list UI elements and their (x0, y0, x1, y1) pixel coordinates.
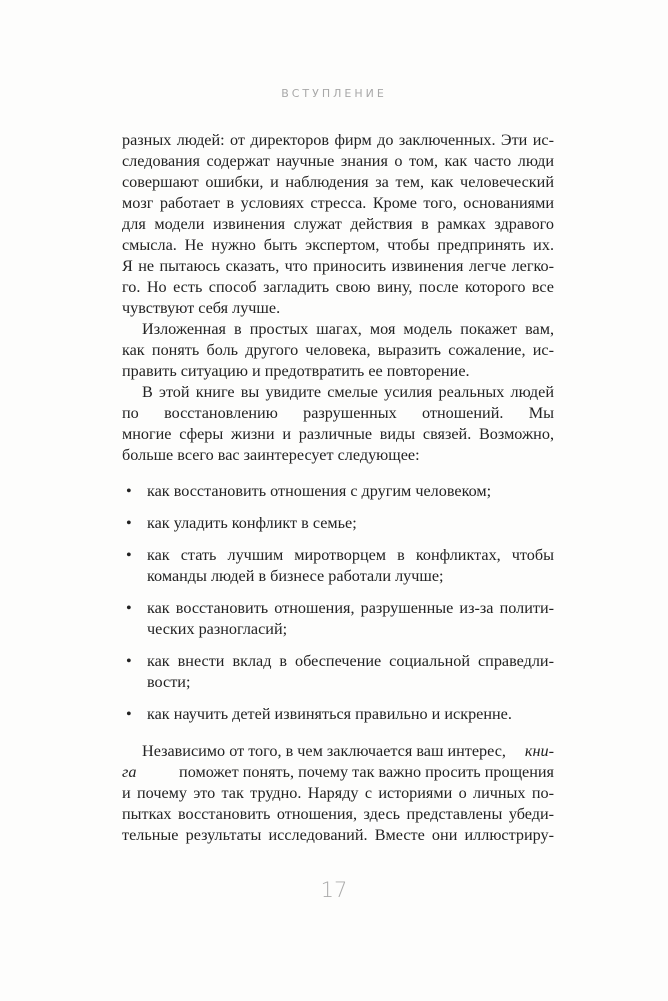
list-item (122, 704, 554, 725)
text-line: править ситуацию и предотвратить ее повторение. (122, 362, 470, 380)
list-item (122, 545, 554, 587)
text-line (122, 741, 554, 762)
text-line: вости; (147, 673, 191, 691)
text-segment: Независимо от того, в чем заключается ваш интерес, (142, 742, 506, 760)
text-line: разных людей: от директоров фирм до заключенных. Эти ис- (122, 131, 554, 149)
text-line: следования содержат научные знания о том, как часто люди (122, 152, 554, 170)
text-line: и почему это так трудно. Наряду с историями о личных по- (122, 784, 554, 802)
text-line: смысла. Не нужно быть экспертом, чтобы предпринять их. (122, 236, 554, 254)
text-line: как восстановить отношения, разрушенные из-за полити- (147, 599, 554, 617)
text-line: как уладить конфликт в семье; (147, 514, 357, 532)
bullet-icon: • (126, 652, 132, 670)
list-item (122, 481, 554, 502)
text-line: совершают ошибки, и наблюдения за тем, как человеческий (122, 173, 554, 191)
list-item (122, 513, 554, 534)
text-line: как понять боль другого человека, выразить сожаление, ис- (122, 341, 554, 359)
list-item (122, 598, 554, 640)
paragraph (122, 130, 554, 319)
bullet-icon: • (126, 705, 132, 723)
text-line (122, 762, 554, 783)
bullet-icon: • (126, 514, 132, 532)
page-number: 17 (320, 878, 348, 902)
text-line: мозг работает в условиях стресса. Кроме того, основаниями (122, 194, 554, 212)
body-text (122, 130, 554, 846)
italic-text: кни- (524, 742, 554, 760)
text-line: Изложенная в простых шагах, моя модель покажет вам, (142, 320, 554, 338)
text-line: как восстановить отношения с другим человеком; (147, 482, 492, 500)
paragraph (122, 741, 554, 846)
italic-text: га (122, 763, 137, 781)
bullet-list (122, 481, 554, 725)
bullet-icon: • (126, 599, 132, 617)
text-line: как внести вклад в обеспечение социальной справедли- (147, 652, 554, 670)
text-line: команды людей в бизнесе работали лучше; (147, 567, 444, 585)
text-line: Я не пытаюсь сказать, что приносить извинения легче легко- (122, 257, 554, 275)
text-line: тельные результаты исследований. Вместе они иллюстриру- (122, 826, 554, 844)
paragraph (122, 382, 554, 466)
bullet-icon: • (126, 546, 132, 564)
text-line: чувствуют себя лучше. (122, 299, 281, 317)
text-line: больше всего вас заинтересует следующее: (122, 446, 420, 464)
text-line: как стать лучшим миротворцем в конфликтах, чтобы (147, 546, 554, 564)
text-line: В этой книге вы увидите смелые усилия реальных людей (142, 383, 554, 401)
bullet-icon: • (126, 482, 132, 500)
text-line: по восстановлению разрушенных отношений. Мы (122, 404, 554, 422)
running-header: ВСТУПЛЕНИЕ (281, 87, 387, 100)
text-segment: поможет понять, почему так важно просить прощения (179, 763, 554, 781)
text-line: ческих разногласий; (147, 620, 288, 638)
text-line: для модели извинения служат действия в рамках здравого (122, 215, 554, 233)
paragraph (122, 319, 554, 382)
text-line: пытках восстановить отношения, здесь представлены убеди- (122, 805, 554, 823)
text-line: многие сферы жизни и различные виды связей. Возможно, (122, 425, 554, 443)
text-line: го. Но есть способ загладить свою вину, после которого все (122, 278, 554, 296)
list-item (122, 651, 554, 693)
text-line: как научить детей извиняться правильно и искренне. (147, 705, 512, 723)
